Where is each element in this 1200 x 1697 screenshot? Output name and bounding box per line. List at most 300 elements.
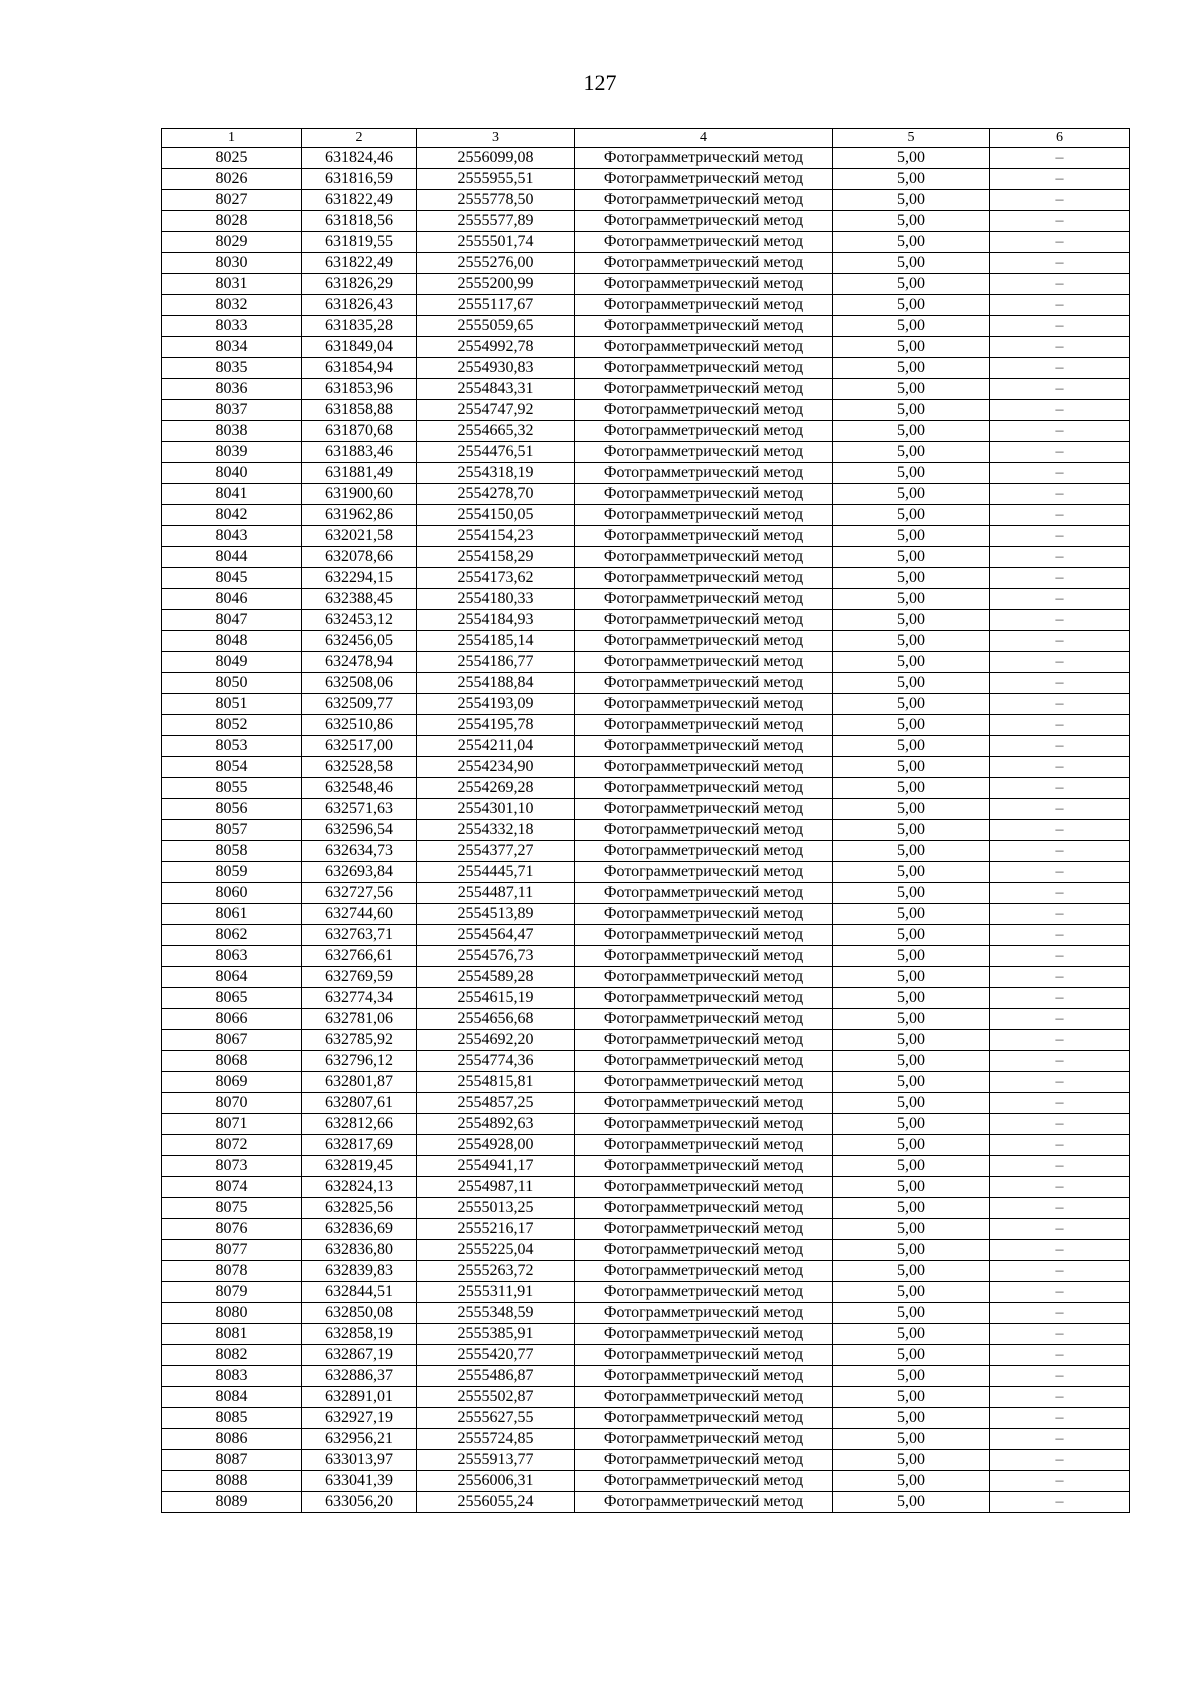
cell-accuracy: 5,00 bbox=[833, 211, 990, 232]
cell-note: – bbox=[990, 1303, 1130, 1324]
cell-coordinate-y: 2555501,74 bbox=[417, 232, 575, 253]
cell-coordinate-y: 2554188,84 bbox=[417, 673, 575, 694]
cell-accuracy: 5,00 bbox=[833, 1345, 990, 1366]
cell-coordinate-y: 2554487,11 bbox=[417, 883, 575, 904]
cell-coordinate-x: 632858,19 bbox=[302, 1324, 417, 1345]
cell-point-number: 8052 bbox=[162, 715, 302, 736]
table-row bbox=[162, 379, 1130, 400]
table-row bbox=[162, 610, 1130, 631]
cell-note: – bbox=[990, 883, 1130, 904]
cell-coordinate-y: 2554513,89 bbox=[417, 904, 575, 925]
cell-method: Фотограмметрический метод bbox=[575, 358, 833, 379]
table-row bbox=[162, 1135, 1130, 1156]
cell-coordinate-y: 2554892,63 bbox=[417, 1114, 575, 1135]
cell-coordinate-x: 632801,87 bbox=[302, 1072, 417, 1093]
cell-method: Фотограмметрический метод bbox=[575, 1114, 833, 1135]
cell-coordinate-y: 2554318,19 bbox=[417, 463, 575, 484]
table-row bbox=[162, 736, 1130, 757]
cell-coordinate-x: 632727,56 bbox=[302, 883, 417, 904]
cell-coordinate-x: 632294,15 bbox=[302, 568, 417, 589]
cell-coordinate-y: 2556099,08 bbox=[417, 148, 575, 169]
cell-method: Фотограмметрический метод bbox=[575, 610, 833, 631]
cell-coordinate-y: 2555348,59 bbox=[417, 1303, 575, 1324]
cell-coordinate-y: 2554774,36 bbox=[417, 1051, 575, 1072]
cell-note: – bbox=[990, 400, 1130, 421]
cell-note: – bbox=[990, 1450, 1130, 1471]
cell-method: Фотограмметрический метод bbox=[575, 253, 833, 274]
cell-accuracy: 5,00 bbox=[833, 1492, 990, 1513]
cell-note: – bbox=[990, 1135, 1130, 1156]
cell-coordinate-x: 632693,84 bbox=[302, 862, 417, 883]
cell-note: – bbox=[990, 568, 1130, 589]
cell-coordinate-y: 2555627,55 bbox=[417, 1408, 575, 1429]
cell-method: Фотограмметрический метод bbox=[575, 799, 833, 820]
table-row bbox=[162, 799, 1130, 820]
cell-point-number: 8042 bbox=[162, 505, 302, 526]
cell-method: Фотограмметрический метод bbox=[575, 1156, 833, 1177]
table-row bbox=[162, 1345, 1130, 1366]
cell-accuracy: 5,00 bbox=[833, 1072, 990, 1093]
cell-point-number: 8030 bbox=[162, 253, 302, 274]
cell-coordinate-x: 632388,45 bbox=[302, 589, 417, 610]
cell-method: Фотограмметрический метод bbox=[575, 1219, 833, 1240]
table-row bbox=[162, 442, 1130, 463]
cell-coordinate-y: 2554269,28 bbox=[417, 778, 575, 799]
column-header: 3 bbox=[417, 129, 575, 148]
cell-point-number: 8053 bbox=[162, 736, 302, 757]
cell-point-number: 8028 bbox=[162, 211, 302, 232]
table-row bbox=[162, 568, 1130, 589]
table-row bbox=[162, 1009, 1130, 1030]
cell-accuracy: 5,00 bbox=[833, 673, 990, 694]
cell-note: – bbox=[990, 1177, 1130, 1198]
cell-point-number: 8071 bbox=[162, 1114, 302, 1135]
table-row bbox=[162, 1324, 1130, 1345]
cell-point-number: 8034 bbox=[162, 337, 302, 358]
cell-note: – bbox=[990, 442, 1130, 463]
table-row bbox=[162, 547, 1130, 568]
cell-accuracy: 5,00 bbox=[833, 1219, 990, 1240]
cell-coordinate-x: 632836,69 bbox=[302, 1219, 417, 1240]
table-row bbox=[162, 946, 1130, 967]
cell-method: Фотограмметрический метод bbox=[575, 484, 833, 505]
table-header-row bbox=[162, 129, 1130, 148]
cell-coordinate-y: 2554692,20 bbox=[417, 1030, 575, 1051]
cell-method: Фотограмметрический метод bbox=[575, 589, 833, 610]
table-row bbox=[162, 1282, 1130, 1303]
cell-accuracy: 5,00 bbox=[833, 1009, 990, 1030]
cell-accuracy: 5,00 bbox=[833, 1366, 990, 1387]
cell-note: – bbox=[990, 1072, 1130, 1093]
table-row bbox=[162, 1177, 1130, 1198]
table-row bbox=[162, 505, 1130, 526]
table-row bbox=[162, 631, 1130, 652]
cell-coordinate-x: 632807,61 bbox=[302, 1093, 417, 1114]
cell-note: – bbox=[990, 967, 1130, 988]
cell-note: – bbox=[990, 358, 1130, 379]
cell-method: Фотограмметрический метод bbox=[575, 1198, 833, 1219]
column-header: 5 bbox=[833, 129, 990, 148]
cell-method: Фотограмметрический метод bbox=[575, 1030, 833, 1051]
cell-point-number: 8074 bbox=[162, 1177, 302, 1198]
cell-coordinate-y: 2555200,99 bbox=[417, 274, 575, 295]
cell-accuracy: 5,00 bbox=[833, 505, 990, 526]
cell-coordinate-x: 632453,12 bbox=[302, 610, 417, 631]
cell-coordinate-x: 632548,46 bbox=[302, 778, 417, 799]
cell-point-number: 8063 bbox=[162, 946, 302, 967]
cell-note: – bbox=[990, 1387, 1130, 1408]
cell-method: Фотограмметрический метод bbox=[575, 967, 833, 988]
cell-method: Фотограмметрический метод bbox=[575, 904, 833, 925]
cell-coordinate-y: 2554747,92 bbox=[417, 400, 575, 421]
cell-note: – bbox=[990, 1345, 1130, 1366]
cell-accuracy: 5,00 bbox=[833, 799, 990, 820]
cell-coordinate-y: 2554234,90 bbox=[417, 757, 575, 778]
cell-point-number: 8085 bbox=[162, 1408, 302, 1429]
cell-point-number: 8072 bbox=[162, 1135, 302, 1156]
cell-coordinate-y: 2554564,47 bbox=[417, 925, 575, 946]
cell-accuracy: 5,00 bbox=[833, 820, 990, 841]
cell-note: – bbox=[990, 736, 1130, 757]
cell-accuracy: 5,00 bbox=[833, 190, 990, 211]
cell-coordinate-x: 631818,56 bbox=[302, 211, 417, 232]
cell-method: Фотограмметрический метод bbox=[575, 316, 833, 337]
cell-note: – bbox=[990, 1492, 1130, 1513]
cell-accuracy: 5,00 bbox=[833, 694, 990, 715]
cell-method: Фотограмметрический метод bbox=[575, 337, 833, 358]
cell-method: Фотограмметрический метод bbox=[575, 715, 833, 736]
cell-note: – bbox=[990, 1093, 1130, 1114]
cell-coordinate-x: 632867,19 bbox=[302, 1345, 417, 1366]
table-row bbox=[162, 715, 1130, 736]
cell-method: Фотограмметрический метод bbox=[575, 1051, 833, 1072]
cell-coordinate-y: 2554184,93 bbox=[417, 610, 575, 631]
cell-note: – bbox=[990, 946, 1130, 967]
cell-method: Фотограмметрический метод bbox=[575, 1366, 833, 1387]
cell-point-number: 8064 bbox=[162, 967, 302, 988]
cell-accuracy: 5,00 bbox=[833, 862, 990, 883]
cell-coordinate-x: 632819,45 bbox=[302, 1156, 417, 1177]
table-row bbox=[162, 1450, 1130, 1471]
cell-coordinate-x: 632078,66 bbox=[302, 547, 417, 568]
cell-accuracy: 5,00 bbox=[833, 988, 990, 1009]
cell-point-number: 8056 bbox=[162, 799, 302, 820]
cell-method: Фотограмметрический метод bbox=[575, 1072, 833, 1093]
cell-accuracy: 5,00 bbox=[833, 442, 990, 463]
cell-coordinate-x: 632781,06 bbox=[302, 1009, 417, 1030]
column-header: 6 bbox=[990, 129, 1130, 148]
cell-point-number: 8032 bbox=[162, 295, 302, 316]
cell-method: Фотограмметрический метод bbox=[575, 148, 833, 169]
cell-point-number: 8026 bbox=[162, 169, 302, 190]
table-row bbox=[162, 652, 1130, 673]
cell-coordinate-y: 2555724,85 bbox=[417, 1429, 575, 1450]
cell-note: – bbox=[990, 631, 1130, 652]
cell-note: – bbox=[990, 1009, 1130, 1030]
table-row bbox=[162, 484, 1130, 505]
cell-coordinate-x: 631849,04 bbox=[302, 337, 417, 358]
cell-note: – bbox=[990, 1324, 1130, 1345]
cell-coordinate-y: 2556055,24 bbox=[417, 1492, 575, 1513]
cell-point-number: 8035 bbox=[162, 358, 302, 379]
cell-note: – bbox=[990, 1366, 1130, 1387]
table-row bbox=[162, 1471, 1130, 1492]
cell-point-number: 8058 bbox=[162, 841, 302, 862]
table-row bbox=[162, 988, 1130, 1009]
cell-coordinate-y: 2554186,77 bbox=[417, 652, 575, 673]
cell-method: Фотограмметрический метод bbox=[575, 673, 833, 694]
cell-method: Фотограмметрический метод bbox=[575, 946, 833, 967]
column-header: 4 bbox=[575, 129, 833, 148]
table-row bbox=[162, 883, 1130, 904]
cell-point-number: 8027 bbox=[162, 190, 302, 211]
cell-note: – bbox=[990, 274, 1130, 295]
cell-coordinate-x: 632596,54 bbox=[302, 820, 417, 841]
cell-method: Фотограмметрический метод bbox=[575, 1009, 833, 1030]
cell-point-number: 8076 bbox=[162, 1219, 302, 1240]
cell-coordinate-x: 631824,46 bbox=[302, 148, 417, 169]
cell-point-number: 8031 bbox=[162, 274, 302, 295]
cell-accuracy: 5,00 bbox=[833, 1051, 990, 1072]
page-number: 127 bbox=[583, 70, 617, 95]
table-row bbox=[162, 337, 1130, 358]
cell-coordinate-y: 2554476,51 bbox=[417, 442, 575, 463]
cell-note: – bbox=[990, 610, 1130, 631]
cell-coordinate-y: 2555263,72 bbox=[417, 1261, 575, 1282]
cell-point-number: 8033 bbox=[162, 316, 302, 337]
cell-note: – bbox=[990, 694, 1130, 715]
cell-note: – bbox=[990, 1051, 1130, 1072]
cell-method: Фотограмметрический метод bbox=[575, 1408, 833, 1429]
cell-coordinate-y: 2554589,28 bbox=[417, 967, 575, 988]
cell-coordinate-x: 632825,56 bbox=[302, 1198, 417, 1219]
cell-coordinate-y: 2554656,68 bbox=[417, 1009, 575, 1030]
cell-note: – bbox=[990, 379, 1130, 400]
table-row bbox=[162, 841, 1130, 862]
cell-method: Фотограмметрический метод bbox=[575, 400, 833, 421]
cell-coordinate-x: 632796,12 bbox=[302, 1051, 417, 1072]
cell-accuracy: 5,00 bbox=[833, 1198, 990, 1219]
cell-coordinate-y: 2554843,31 bbox=[417, 379, 575, 400]
table-row bbox=[162, 1051, 1130, 1072]
cell-coordinate-x: 631858,88 bbox=[302, 400, 417, 421]
cell-coordinate-x: 631881,49 bbox=[302, 463, 417, 484]
cell-point-number: 8089 bbox=[162, 1492, 302, 1513]
cell-accuracy: 5,00 bbox=[833, 1471, 990, 1492]
cell-note: – bbox=[990, 673, 1130, 694]
cell-point-number: 8036 bbox=[162, 379, 302, 400]
cell-coordinate-y: 2555577,89 bbox=[417, 211, 575, 232]
cell-note: – bbox=[990, 799, 1130, 820]
cell-coordinate-x: 631962,86 bbox=[302, 505, 417, 526]
cell-method: Фотограмметрический метод bbox=[575, 1282, 833, 1303]
table-row bbox=[162, 778, 1130, 799]
cell-note: – bbox=[990, 1219, 1130, 1240]
cell-point-number: 8082 bbox=[162, 1345, 302, 1366]
cell-point-number: 8055 bbox=[162, 778, 302, 799]
table-row bbox=[162, 1198, 1130, 1219]
cell-method: Фотограмметрический метод bbox=[575, 1429, 833, 1450]
cell-accuracy: 5,00 bbox=[833, 1429, 990, 1450]
cell-point-number: 8060 bbox=[162, 883, 302, 904]
cell-method: Фотограмметрический метод bbox=[575, 736, 833, 757]
cell-accuracy: 5,00 bbox=[833, 1282, 990, 1303]
cell-method: Фотограмметрический метод bbox=[575, 463, 833, 484]
cell-accuracy: 5,00 bbox=[833, 925, 990, 946]
cell-accuracy: 5,00 bbox=[833, 967, 990, 988]
table-row bbox=[162, 421, 1130, 442]
cell-accuracy: 5,00 bbox=[833, 652, 990, 673]
cell-point-number: 8084 bbox=[162, 1387, 302, 1408]
cell-point-number: 8067 bbox=[162, 1030, 302, 1051]
cell-accuracy: 5,00 bbox=[833, 274, 990, 295]
cell-coordinate-x: 631853,96 bbox=[302, 379, 417, 400]
table-row bbox=[162, 274, 1130, 295]
table-row bbox=[162, 400, 1130, 421]
cell-coordinate-x: 632812,66 bbox=[302, 1114, 417, 1135]
cell-note: – bbox=[990, 1030, 1130, 1051]
cell-method: Фотограмметрический метод bbox=[575, 862, 833, 883]
table-row bbox=[162, 967, 1130, 988]
table-row bbox=[162, 232, 1130, 253]
cell-coordinate-y: 2555276,00 bbox=[417, 253, 575, 274]
cell-note: – bbox=[990, 841, 1130, 862]
cell-coordinate-y: 2555955,51 bbox=[417, 169, 575, 190]
cell-note: – bbox=[990, 547, 1130, 568]
cell-coordinate-y: 2554150,05 bbox=[417, 505, 575, 526]
table-row bbox=[162, 358, 1130, 379]
cell-coordinate-x: 632509,77 bbox=[302, 694, 417, 715]
cell-coordinate-x: 632836,80 bbox=[302, 1240, 417, 1261]
cell-point-number: 8043 bbox=[162, 526, 302, 547]
cell-coordinate-y: 2555385,91 bbox=[417, 1324, 575, 1345]
cell-method: Фотограмметрический метод bbox=[575, 1093, 833, 1114]
cell-point-number: 8069 bbox=[162, 1072, 302, 1093]
cell-note: – bbox=[990, 1471, 1130, 1492]
cell-coordinate-y: 2554928,00 bbox=[417, 1135, 575, 1156]
cell-accuracy: 5,00 bbox=[833, 1240, 990, 1261]
cell-coordinate-y: 2554445,71 bbox=[417, 862, 575, 883]
cell-note: – bbox=[990, 925, 1130, 946]
cell-coordinate-y: 2554615,19 bbox=[417, 988, 575, 1009]
cell-accuracy: 5,00 bbox=[833, 421, 990, 442]
table-row bbox=[162, 1156, 1130, 1177]
cell-accuracy: 5,00 bbox=[833, 547, 990, 568]
cell-point-number: 8077 bbox=[162, 1240, 302, 1261]
cell-note: – bbox=[990, 652, 1130, 673]
cell-accuracy: 5,00 bbox=[833, 484, 990, 505]
table-row bbox=[162, 190, 1130, 211]
table-row bbox=[162, 1114, 1130, 1135]
cell-coordinate-x: 632517,00 bbox=[302, 736, 417, 757]
table-row bbox=[162, 169, 1130, 190]
cell-coordinate-x: 633013,97 bbox=[302, 1450, 417, 1471]
cell-coordinate-y: 2555913,77 bbox=[417, 1450, 575, 1471]
table-row bbox=[162, 1408, 1130, 1429]
cell-method: Фотограмметрический метод bbox=[575, 1135, 833, 1156]
cell-coordinate-y: 2554154,23 bbox=[417, 526, 575, 547]
cell-point-number: 8088 bbox=[162, 1471, 302, 1492]
cell-method: Фотограмметрический метод bbox=[575, 1471, 833, 1492]
cell-coordinate-x: 632508,06 bbox=[302, 673, 417, 694]
cell-coordinate-y: 2554278,70 bbox=[417, 484, 575, 505]
cell-method: Фотограмметрический метод bbox=[575, 1177, 833, 1198]
cell-coordinate-y: 2554941,17 bbox=[417, 1156, 575, 1177]
cell-accuracy: 5,00 bbox=[833, 526, 990, 547]
cell-method: Фотограмметрический метод bbox=[575, 778, 833, 799]
cell-coordinate-x: 631822,49 bbox=[302, 190, 417, 211]
cell-accuracy: 5,00 bbox=[833, 379, 990, 400]
cell-note: – bbox=[990, 316, 1130, 337]
cell-point-number: 8070 bbox=[162, 1093, 302, 1114]
cell-coordinate-x: 631819,55 bbox=[302, 232, 417, 253]
cell-accuracy: 5,00 bbox=[833, 610, 990, 631]
cell-note: – bbox=[990, 988, 1130, 1009]
cell-coordinate-y: 2554173,62 bbox=[417, 568, 575, 589]
table-row bbox=[162, 295, 1130, 316]
cell-note: – bbox=[990, 715, 1130, 736]
cell-point-number: 8041 bbox=[162, 484, 302, 505]
cell-point-number: 8046 bbox=[162, 589, 302, 610]
cell-note: – bbox=[990, 337, 1130, 358]
cell-point-number: 8080 bbox=[162, 1303, 302, 1324]
table-row bbox=[162, 1261, 1130, 1282]
cell-note: – bbox=[990, 1408, 1130, 1429]
cell-accuracy: 5,00 bbox=[833, 1408, 990, 1429]
cell-coordinate-x: 631816,59 bbox=[302, 169, 417, 190]
cell-accuracy: 5,00 bbox=[833, 904, 990, 925]
cell-point-number: 8066 bbox=[162, 1009, 302, 1030]
table-row bbox=[162, 316, 1130, 337]
cell-accuracy: 5,00 bbox=[833, 400, 990, 421]
cell-point-number: 8029 bbox=[162, 232, 302, 253]
cell-accuracy: 5,00 bbox=[833, 232, 990, 253]
cell-method: Фотограмметрический метод bbox=[575, 652, 833, 673]
cell-point-number: 8086 bbox=[162, 1429, 302, 1450]
cell-accuracy: 5,00 bbox=[833, 757, 990, 778]
cell-point-number: 8078 bbox=[162, 1261, 302, 1282]
cell-accuracy: 5,00 bbox=[833, 253, 990, 274]
cell-coordinate-y: 2554211,04 bbox=[417, 736, 575, 757]
cell-method: Фотограмметрический метод bbox=[575, 757, 833, 778]
column-header: 1 bbox=[162, 129, 302, 148]
cell-coordinate-y: 2555778,50 bbox=[417, 190, 575, 211]
cell-note: – bbox=[990, 778, 1130, 799]
cell-accuracy: 5,00 bbox=[833, 1177, 990, 1198]
cell-note: – bbox=[990, 148, 1130, 169]
cell-accuracy: 5,00 bbox=[833, 1135, 990, 1156]
cell-accuracy: 5,00 bbox=[833, 883, 990, 904]
cell-accuracy: 5,00 bbox=[833, 148, 990, 169]
cell-coordinate-y: 2554185,14 bbox=[417, 631, 575, 652]
table-row bbox=[162, 1030, 1130, 1051]
cell-point-number: 8054 bbox=[162, 757, 302, 778]
cell-coordinate-y: 2554930,83 bbox=[417, 358, 575, 379]
cell-note: – bbox=[990, 1156, 1130, 1177]
cell-method: Фотограмметрический метод bbox=[575, 1261, 833, 1282]
cell-coordinate-y: 2555225,04 bbox=[417, 1240, 575, 1261]
cell-coordinate-x: 632528,58 bbox=[302, 757, 417, 778]
cell-coordinate-x: 632956,21 bbox=[302, 1429, 417, 1450]
cell-point-number: 8065 bbox=[162, 988, 302, 1009]
cell-coordinate-x: 632839,83 bbox=[302, 1261, 417, 1282]
cell-accuracy: 5,00 bbox=[833, 589, 990, 610]
cell-note: – bbox=[990, 1114, 1130, 1135]
cell-note: – bbox=[990, 1429, 1130, 1450]
cell-coordinate-y: 2554180,33 bbox=[417, 589, 575, 610]
table-row bbox=[162, 757, 1130, 778]
cell-point-number: 8049 bbox=[162, 652, 302, 673]
